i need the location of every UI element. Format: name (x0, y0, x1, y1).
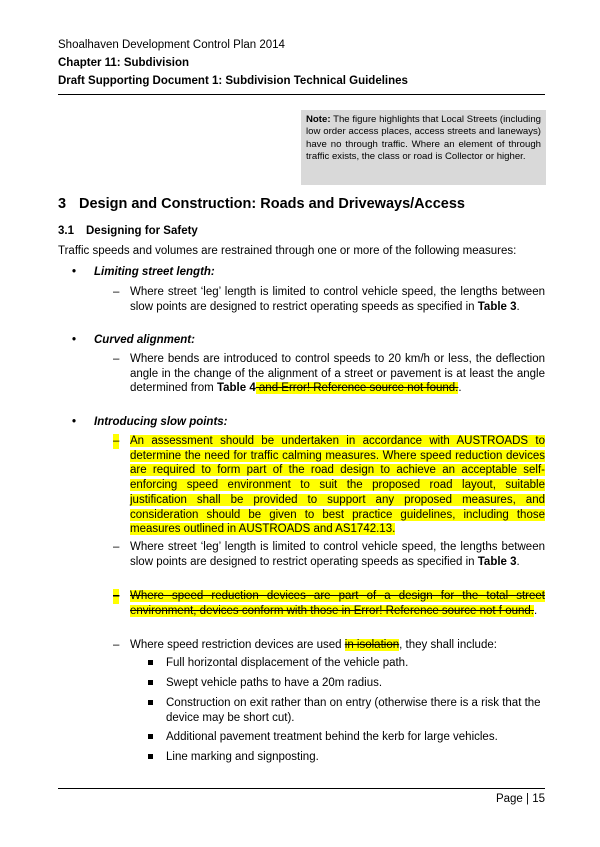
subsection-number: 3.1 (58, 225, 74, 237)
bullet-curved-alignment (72, 334, 195, 346)
square-bullet (148, 700, 153, 705)
list-item (113, 540, 545, 569)
section-title: Design and Construction: Roads and Driveways/Access (79, 196, 465, 212)
bullet-label: Curved alignment: (94, 334, 195, 346)
bullet-label: Limiting street length: (94, 266, 215, 278)
note-text: The figure highlights that Local Streets (including low order access places, access streets and laneways) have no through traffic. Where an element of through traffic exists, the class or road is Collector or higher. (306, 114, 541, 162)
note-box (301, 110, 546, 185)
bullet-dot: • (72, 266, 77, 278)
table-reference: Table 3 (477, 555, 517, 568)
sub-item-text: Full horizontal displacement of the vehicle path. (166, 657, 409, 669)
item-text: , they shall include: (399, 639, 497, 651)
square-bullet (148, 680, 153, 685)
square-bullet (148, 754, 153, 759)
list-item-highlighted (113, 434, 545, 537)
sub-list-item (148, 676, 545, 691)
sub-list-item (148, 656, 545, 671)
dash-marker: – (113, 639, 120, 651)
bullet-limiting-street-length (72, 266, 215, 278)
inserted-text: An assessment should be undertaken in accordance with AUSTROADS to determine the need for traffic calming measures. Where speed reduction devices are required to form part of the road design to achieve an acceptable self-enforcing speed environment to suit the proposed road layout, suitable justification shall be provided to support any proposed measures, and consideration should be given to best practice guidelines, including those measures outlined in AUSTROADS and AS1742.13. (130, 435, 545, 536)
footer-rule (58, 788, 545, 789)
bullet-dot: • (72, 416, 77, 428)
dash-marker: – (113, 286, 120, 298)
subsection-heading (58, 225, 198, 237)
item-end: . (533, 604, 538, 617)
deleted-text: and Error! Reference source not found. (255, 382, 459, 395)
sub-list-item (148, 750, 545, 765)
dash-marker: – (113, 435, 120, 447)
deleted-text: in isolation (344, 639, 400, 651)
intro-paragraph: Traffic speeds and volumes are restrained through one or more of the following measures: (58, 245, 517, 257)
square-bullet (148, 660, 153, 665)
bullet-dot: • (72, 334, 77, 346)
sub-list-item (148, 696, 545, 725)
item-end: . (516, 300, 520, 313)
bullet-label: Introducing slow points: (94, 416, 228, 428)
sub-list-item (148, 730, 545, 745)
dash-marker: – (113, 541, 120, 553)
item-text: Where street ‘leg’ length is limited to control vehicle speed, the lengths between slow points are designed to restrict operating speeds as specified in (130, 541, 545, 568)
section-number: 3 (58, 196, 67, 212)
header-rule (58, 94, 545, 95)
bullet-introducing-slow-points (72, 416, 228, 428)
dash-marker: – (113, 590, 120, 602)
subsection-title: Designing for Safety (86, 225, 198, 237)
list-item (113, 352, 545, 396)
list-item (113, 638, 545, 653)
document-title: Shoalhaven Development Control Plan 2014 (58, 39, 285, 51)
sub-item-text: Construction on exit rather than on entry (otherwise there is a risk that the device may be short cut). (166, 697, 541, 724)
page-number: Page | 15 (495, 793, 545, 805)
table-reference: Table 4 (216, 382, 256, 395)
square-bullet (148, 734, 153, 739)
chapter-title: Chapter 11: Subdivision (58, 57, 189, 69)
table-reference: Table 3 (477, 300, 517, 313)
sub-item-text: Line marking and signposting. (166, 751, 319, 763)
dash-marker: – (113, 353, 120, 365)
section-heading (58, 196, 465, 212)
sub-item-text: Swept vehicle paths to have a 20m radius. (166, 677, 383, 689)
deleted-text: Where speed reduction devices are part of a design for the total street environment, devices conform with those in Error! Reference source not f ound. (130, 590, 545, 617)
list-item-deleted (113, 589, 545, 618)
note-label: Note: (306, 114, 331, 125)
list-item (113, 285, 545, 314)
item-end: . (516, 555, 520, 568)
item-text: Where speed restriction devices are used (130, 639, 345, 651)
item-text: Where bends are introduced to control speeds to 20 km/h or less, the deflection angle in the change of the alignment of a street or pavement is at least the angle determined from (130, 353, 545, 395)
item-text: Where street ‘leg’ length is limited to control vehicle speed, the lengths between slow points are designed to restrict operating speeds as specified in (130, 286, 545, 313)
item-end: . (458, 382, 462, 395)
sub-item-text: Additional pavement treatment behind the kerb for large vehicles. (166, 731, 498, 743)
document-subtitle: Draft Supporting Document 1: Subdivision Technical Guidelines (58, 75, 408, 87)
